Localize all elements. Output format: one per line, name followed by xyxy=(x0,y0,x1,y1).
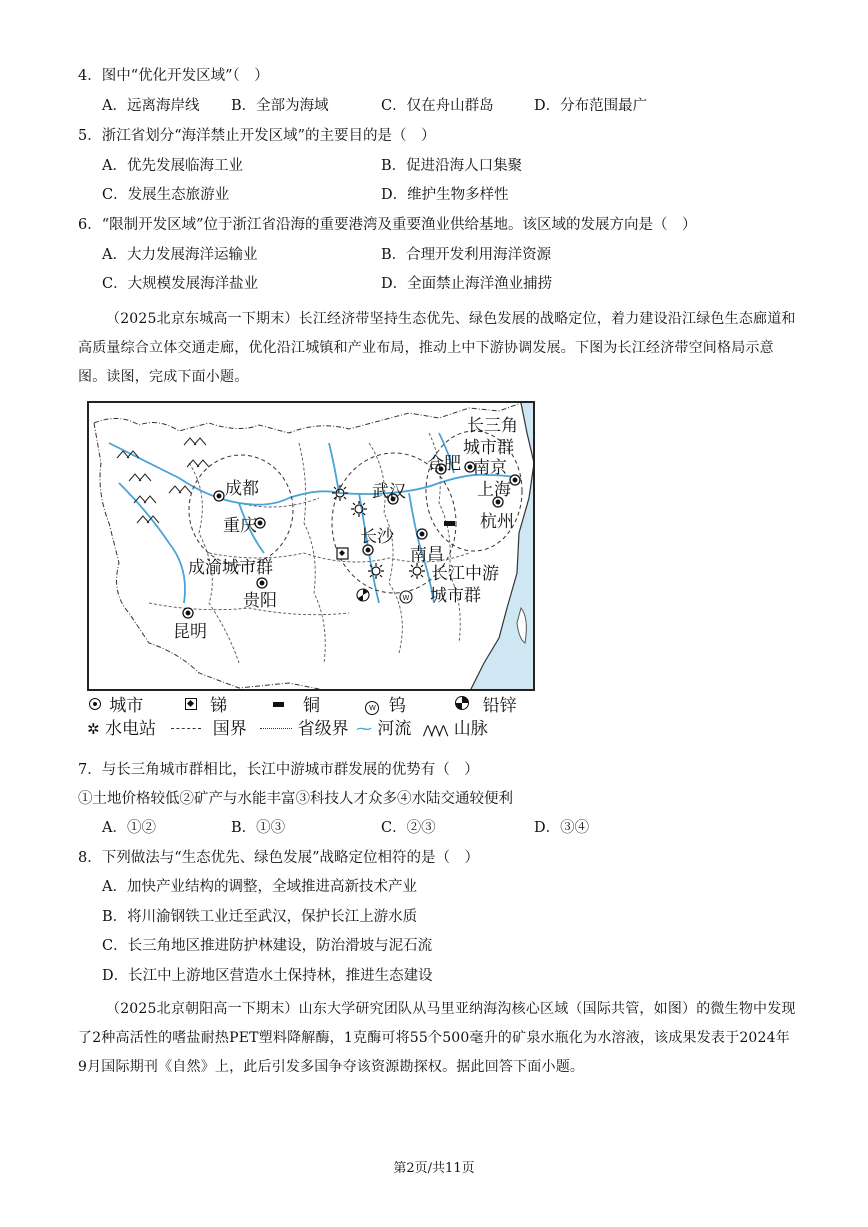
label-chengyu-cluster: 成渝城市群 xyxy=(188,558,273,578)
q4-option-d: D．分布范围最广 xyxy=(534,98,648,114)
hydropower-legend-icon: ✲ xyxy=(87,720,100,738)
river-legend-icon: ⁓ xyxy=(356,719,373,738)
label-changsha: 长沙 xyxy=(360,527,394,547)
q4-option-b: B．全部为海域 xyxy=(231,98,329,114)
legend-copper: 铜 xyxy=(303,696,321,716)
legend-hydropower: 水电站 xyxy=(104,719,156,739)
map-svg xyxy=(89,403,535,691)
q4-option-a: A．远离海岸线 xyxy=(102,98,200,114)
q8-option-a: A．加快产业结构的调整，全域推进高新技术产业 xyxy=(102,879,417,895)
q7-option-d: D．③④ xyxy=(534,820,590,836)
legend-row-2 xyxy=(87,718,488,741)
q7-option-a: A．①② xyxy=(102,820,156,836)
legend-national-boundary: 国界 xyxy=(212,719,247,739)
q8-stem: 8．下列做法与“生态优先、绿色发展”战略定位相符的是（ ） xyxy=(78,850,480,866)
label-kunming: 昆明 xyxy=(173,622,207,642)
q7-choices: ①土地价格较低②矿产与水能丰富③科技人才众多④水陆交通较便利 xyxy=(78,791,513,807)
label-mid-1: 长江中游 xyxy=(431,564,499,584)
passage-mariana: （2025北京朝阳高一下期末）山东大学研究团队从马里亚纳海沟核心区域（国际共管，如图）的微生物中发现了2种高活性的嗜盐耐热PET塑料降解酶，1克酶可将55个500毫升的矿泉水瓶化为水溶液，该成果发表于2024年9月国际期刊《自然》上，此后引发多国争夺该资源勘探权。据此回答下面小题。 xyxy=(78,1001,796,1075)
mountain-legend-icon: ⋀⋀⋀ xyxy=(422,723,447,737)
copper-legend-icon xyxy=(273,702,284,707)
national-boundary-legend-icon xyxy=(171,728,201,729)
q8-option-c: C．长三角地区推进防护林建设，防治滑坡与泥石流 xyxy=(102,938,433,954)
label-nanchang: 南昌 xyxy=(410,545,444,565)
label-shanghai: 上海 xyxy=(477,480,511,500)
q6-stem: 6．“限制开发区域”位于浙江省沿海的重要港湾及重要渔业供给基地。该区域的发展方向是（ ） xyxy=(78,217,697,233)
provincial-boundary-legend-icon xyxy=(260,728,292,729)
label-mid-2: 城市群 xyxy=(430,586,481,606)
mountains xyxy=(117,438,209,523)
leadzinc-legend-icon xyxy=(455,696,469,710)
q5-option-c: C．发展生态旅游业 xyxy=(102,187,230,203)
city-marker-nanchang xyxy=(417,529,427,539)
city-marker-kunming xyxy=(183,608,193,618)
q6-option-c: C．大规模发展海洋盐业 xyxy=(102,276,259,292)
city-marker-chengdu xyxy=(214,491,224,501)
legend-provincial-boundary: 省级界 xyxy=(297,719,349,739)
label-chengdu: 成都 xyxy=(225,479,259,499)
legend-city: 城市 xyxy=(109,696,144,716)
svg-text:W: W xyxy=(402,594,410,602)
label-wuhan: 武汉 xyxy=(372,482,406,502)
tungsten-legend-icon: W xyxy=(365,701,379,715)
q5-stem: 5．浙江省划分“海洋禁止开发区域”的主要目的是（ ） xyxy=(78,128,436,144)
hydropower-icon xyxy=(368,563,384,579)
q5-option-d: D．维护生物多样性 xyxy=(381,187,509,203)
legend-river: 河流 xyxy=(377,719,412,739)
legend-leadzinc: 铅锌 xyxy=(482,696,517,716)
q5-option-a: A．优先发展临海工业 xyxy=(102,158,243,174)
label-hangzhou: 杭州 xyxy=(480,512,514,532)
q4-stem: 4．图中“优化开发区域”（ ） xyxy=(78,68,269,84)
q7-stem: 7．与长三角城市群相比，长江中游城市群发展的优势有（ ） xyxy=(78,762,479,778)
q7-option-b: B．①③ xyxy=(231,820,286,836)
q6-option-b: B．合理开发利用海洋资源 xyxy=(381,247,552,263)
antimony-legend-icon xyxy=(185,698,197,710)
yangtze-map xyxy=(87,401,535,691)
hydropower-icon xyxy=(409,563,425,579)
copper-icon xyxy=(444,521,455,526)
page-footer: 第2页/共11页 xyxy=(393,1161,475,1176)
q6-option-a: A．大力发展海洋运输业 xyxy=(102,247,258,263)
city-marker-shanghai xyxy=(510,475,520,485)
tungsten-icon xyxy=(400,591,412,603)
label-hefei: 合肥 xyxy=(427,454,461,474)
q8-option-d: D．长江中上游地区营造水土保持林，推进生态建设 xyxy=(102,968,433,984)
label-yrd-1: 长三角 xyxy=(467,416,518,436)
q6-option-d: D．全面禁止海洋渔业捕捞 xyxy=(381,276,553,292)
label-chongqing: 重庆 xyxy=(223,516,257,536)
q7-option-c: C．②③ xyxy=(381,820,436,836)
q8-option-b: B．将川渝钢铁工业迁至武汉，保护长江上游水质 xyxy=(102,909,418,925)
hydropower-icon xyxy=(351,501,367,517)
passage-yangtze: （2025北京东城高一下期末）长江经济带坚持生态优先、绿色发展的战略定位，着力建设沿江绿色生态廊道和高质量综合立体交通走廊，优化沿江城镇和产业布局，推动上中下游协调发展。下图为长江经济带空间格局示意图。读图，完成下面小题。 xyxy=(78,311,796,385)
map-labels xyxy=(173,416,518,642)
legend-row-1 xyxy=(87,695,517,717)
national-boundary xyxy=(94,403,521,691)
legend-mountain: 山脉 xyxy=(453,719,488,739)
antimony-icon xyxy=(337,548,348,559)
legend-tungsten: 钨 xyxy=(388,696,406,716)
q5-option-b: B．促进沿海人口集聚 xyxy=(381,158,523,174)
label-nanjing: 南京 xyxy=(473,458,507,478)
city-legend-icon xyxy=(89,698,101,710)
label-yrd-2: 城市群 xyxy=(463,438,514,458)
leadzinc-icon xyxy=(357,589,369,601)
label-guiyang: 贵阳 xyxy=(243,591,277,611)
city-marker-guiyang xyxy=(257,578,267,588)
q4-option-c: C．仅在舟山群岛 xyxy=(381,98,494,114)
legend-antimony: 锑 xyxy=(210,696,228,716)
